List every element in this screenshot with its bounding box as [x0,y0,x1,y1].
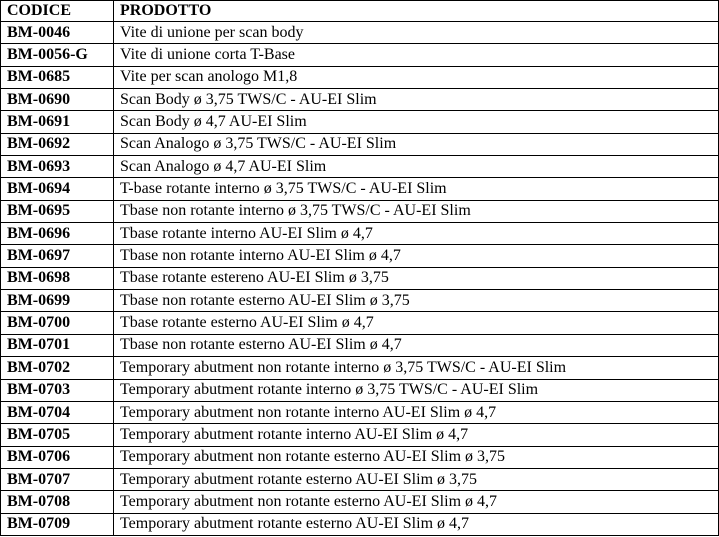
product-code: BM-0695 [1,200,114,222]
header-code: CODICE [1,1,114,22]
product-description: Temporary abutment rotante interno AU-EI Slim ø 4,7 [114,424,719,446]
product-description: Temporary abutment rotante esterno AU-EI Slim ø 3,75 [114,468,719,490]
table-row [1,66,719,88]
product-code: BM-0707 [1,468,114,490]
table-row [1,44,719,66]
table-row [1,133,719,155]
table-row [1,200,719,222]
table-row [1,223,719,245]
product-code: BM-0700 [1,312,114,334]
product-description: Vite di unione per scan body [114,22,719,44]
table-row [1,379,719,401]
product-code: BM-0708 [1,491,114,513]
table-row [1,22,719,44]
product-code: BM-0693 [1,156,114,178]
product-code: BM-0704 [1,401,114,423]
product-code: BM-0709 [1,513,114,535]
product-code: BM-0697 [1,245,114,267]
product-description: Tbase rotante esterno AU-EI Slim ø 4,7 [114,312,719,334]
product-description: Tbase rotante estereno AU-EI Slim ø 3,75 [114,267,719,289]
product-code: BM-0706 [1,446,114,468]
product-description: Scan Body ø 4,7 AU-EI Slim [114,111,719,133]
product-description: Tbase rotante interno AU-EI Slim ø 4,7 [114,223,719,245]
table-row [1,89,719,111]
table-row [1,290,719,312]
table-row [1,401,719,423]
header-row [1,1,719,22]
product-description: Tbase non rotante interno ø 3,75 TWS/C - AU-EI Slim [114,200,719,222]
product-description: Temporary abutment rotante esterno AU-EI Slim ø 4,7 [114,513,719,535]
product-description: Temporary abutment rotante interno ø 3,75 TWS/C - AU-EI Slim [114,379,719,401]
table-row [1,111,719,133]
table-row [1,156,719,178]
product-description: Temporary abutment non rotante interno AU-EI Slim ø 4,7 [114,401,719,423]
product-code: BM-0046 [1,22,114,44]
product-code: BM-0696 [1,223,114,245]
product-description: Temporary abutment non rotante esterno AU-EI Slim ø 3,75 [114,446,719,468]
table-row [1,178,719,200]
product-description: Tbase non rotante interno AU-EI Slim ø 4,7 [114,245,719,267]
product-code: BM-0691 [1,111,114,133]
table-row [1,267,719,289]
table-row [1,312,719,334]
product-code: BM-0692 [1,133,114,155]
table-body [1,22,719,536]
table-row [1,357,719,379]
table-row [1,468,719,490]
product-description: Scan Analogo ø 3,75 TWS/C - AU-EI Slim [114,133,719,155]
table-row [1,491,719,513]
product-description: Tbase non rotante esterno AU-EI Slim ø 4,7 [114,334,719,356]
product-code: BM-0698 [1,267,114,289]
table-row [1,245,719,267]
product-code: BM-0702 [1,357,114,379]
header-product: PRODOTTO [114,1,719,22]
product-code: BM-0690 [1,89,114,111]
product-description: Scan Analogo ø 4,7 AU-EI Slim [114,156,719,178]
product-code: BM-0701 [1,334,114,356]
product-description: Tbase non rotante esterno AU-EI Slim ø 3,75 [114,290,719,312]
table-row [1,446,719,468]
table-row [1,513,719,535]
product-code: BM-0699 [1,290,114,312]
product-description: Temporary abutment non rotante interno ø 3,75 TWS/C - AU-EI Slim [114,357,719,379]
product-description: Vite per scan anologo M1,8 [114,66,719,88]
product-code: BM-0056-G [1,44,114,66]
product-code: BM-0685 [1,66,114,88]
product-description: Temporary abutment non rotante esterno AU-EI Slim ø 4,7 [114,491,719,513]
product-code: BM-0705 [1,424,114,446]
product-description: Scan Body ø 3,75 TWS/C - AU-EI Slim [114,89,719,111]
product-description: Vite di unione corta T-Base [114,44,719,66]
product-description: T-base rotante interno ø 3,75 TWS/C - AU-EI Slim [114,178,719,200]
product-code: BM-0703 [1,379,114,401]
table-row [1,334,719,356]
table-row [1,424,719,446]
product-code: BM-0694 [1,178,114,200]
